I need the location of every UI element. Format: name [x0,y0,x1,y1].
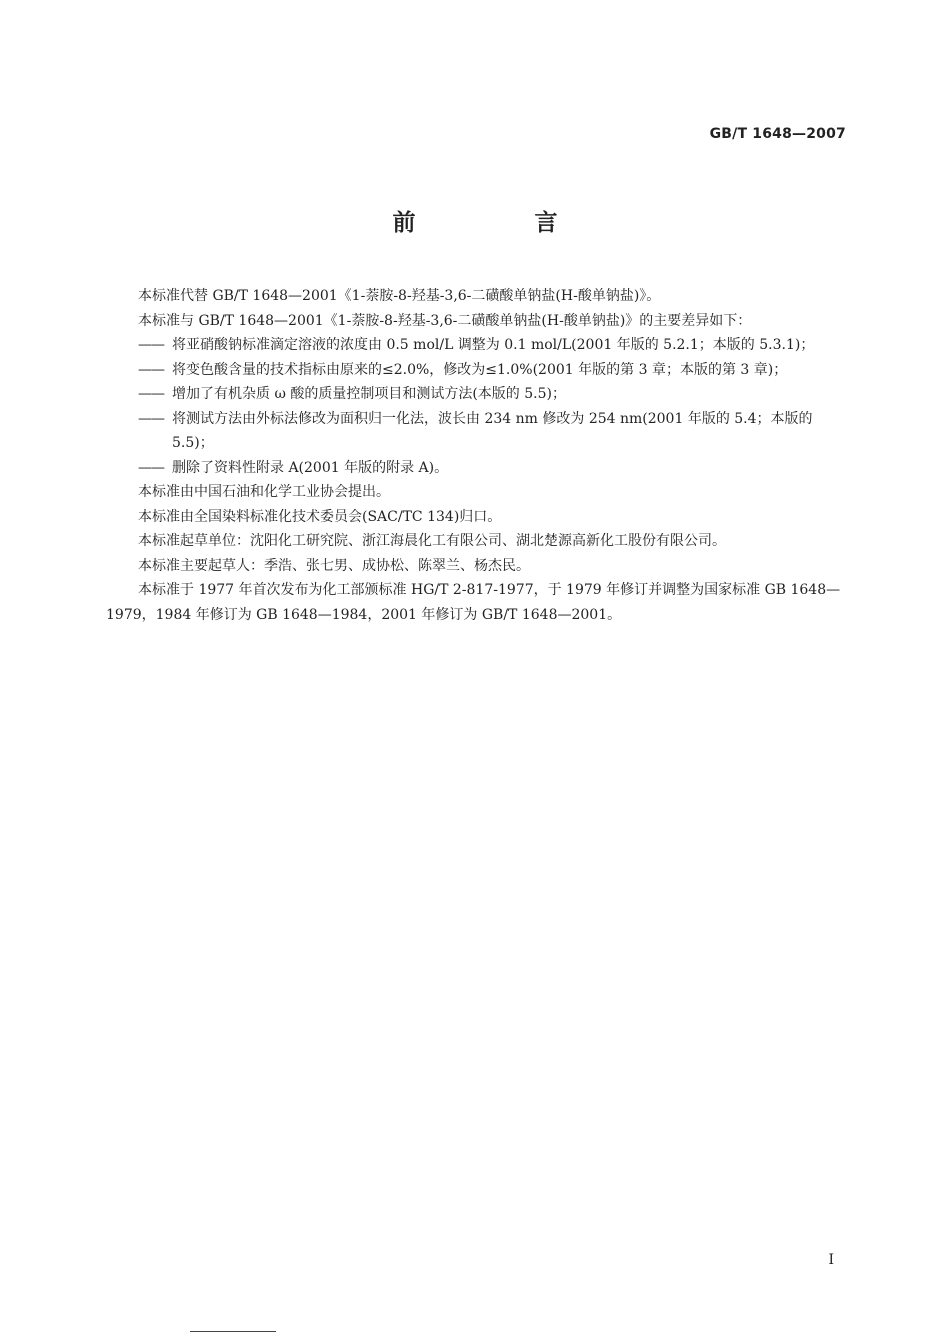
dash-marker: —— [138,459,164,476]
standard-number: GB/T 1648—2007 [709,126,846,142]
page-title: 前 言 [392,210,606,236]
paragraph-history: 本标准于 1977 年首次发布为化工部颁标准 HG/T 2-817-1977，于 1979 年修订并调整为国家标准 GB 1648—1979，1984 年修订为 GB 1648—1984，2001 年修订为 GB/T 1648—2001。 [106,582,841,623]
difference-item [106,382,848,407]
difference-item-text: 增加了有机杂质 ω 酸的质量控制项目和测试方法(本版的 5.5)； [172,386,566,402]
paragraph-committee: 本标准由全国染料标准化技术委员会(SAC/TC 134)归口。 [138,508,502,525]
footer-rule [190,1331,276,1332]
paragraph-differences-intro: 本标准与 GB/T 1648—2001《1-萘胺-8-羟基-3,6-二磺酸单钠盐(H-酸单钠盐)》的主要差异如下： [138,312,752,329]
dash-marker: —— [138,410,164,427]
dash-marker: —— [138,386,164,402]
page-number: I [828,1252,834,1268]
foreword-body [106,284,848,627]
paragraph-proposer: 本标准由中国石油和化学工业协会提出。 [138,484,390,500]
difference-item [106,407,848,456]
paragraph-drafters: 本标准主要起草人：季浩、张七男、成协松、陈翠兰、杨杰民。 [138,557,530,574]
difference-item [106,333,848,358]
difference-item-text: 将亚硝酸钠标准滴定溶液的浓度由 0.5 mol/L 调整为 0.1 mol/L(2001 年版的 5.2.1；本版的 5.3.1)； [172,337,815,353]
difference-item-text: 将变色酸含量的技术指标由原来的≤2.0%，修改为≤1.0%(2001 年版的第 3 章；本版的第 3 章)； [172,361,788,378]
difference-item [106,358,848,383]
paragraph-drafting-units: 本标准起草单位：沈阳化工研究院、浙江海晨化工有限公司、湖北楚源高新化工股份有限公司。 [138,533,726,549]
difference-item [106,456,848,481]
difference-item-text: 将测试方法由外标法修改为面积归一化法，波长由 234 nm 修改为 254 nm(2001 年版的 5.4；本版的 5.5)； [172,410,813,451]
paragraph-replaces: 本标准代替 GB/T 1648—2001《1-萘胺-8-羟基-3,6-二磺酸单钠盐(H-酸单钠盐)》。 [138,288,661,304]
difference-item-text: 删除了资料性附录 A(2001 年版的附录 A)。 [172,459,449,476]
dash-marker: —— [138,337,164,353]
dash-marker: —— [138,361,164,378]
